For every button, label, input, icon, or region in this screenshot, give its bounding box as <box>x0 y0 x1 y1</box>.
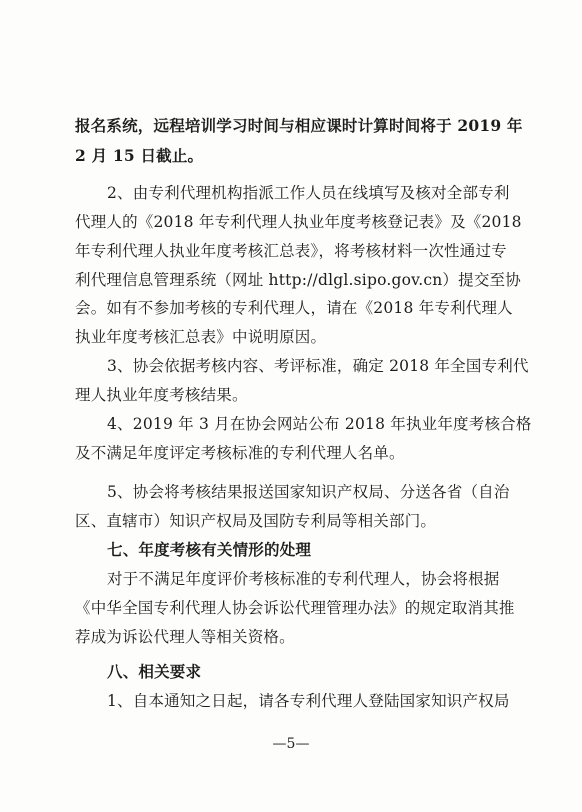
paragraph-line: 年专利代理人执业年度考核汇总表》，将考核材料一次性通过专 <box>75 242 507 260</box>
paragraph-line: 利代理信息管理系统（网址 http://dlgl.sipo.gov.cn）提交至协 <box>75 271 521 289</box>
paragraph-line: 报名系统，远程培训学习时间与相应课时计算时间将于 2019 年 <box>75 116 523 135</box>
paragraph-line: 《中华全国专利代理人协会诉讼代理管理办法》的规定取消其推 <box>75 599 515 617</box>
paragraph-line: 及不满足年度评定考核标准的专利代理人名单。 <box>75 444 405 462</box>
paragraph-line: 5、协会将考核结果报送国家知识产权局、分送各省（自治 <box>107 483 510 501</box>
paragraph-line: 代理人的《2018 年专利代理人执业年度考核登记表》及《2018 <box>75 213 522 231</box>
paragraph-line: 理人执业年度考核结果。 <box>75 386 248 404</box>
paragraph-line: 荐成为诉讼代理人等相关资格。 <box>75 628 295 646</box>
paragraph-line: 对于不满足年度评价考核标准的专利代理人，协会将根据 <box>107 570 500 588</box>
paragraph-line: 4、2019 年 3 月在协会网站公布 2018 年执业年度考核合格 <box>107 415 532 433</box>
paragraph-line: 3、协会依据考核内容、考评标准，确定 2018 年全国专利代 <box>107 357 529 375</box>
paragraph-line: 2、由专利代理机构指派工作人员在线填写及核对全部专利 <box>107 184 510 202</box>
paragraph-line: 2 月 15 日截止。 <box>75 146 204 165</box>
paragraph-line: 1、自本通知之日起，请各专利代理人登陆国家知识产权局 <box>107 692 510 710</box>
paragraph-line: 区、直辖市）知识产权局及国防专利局等相关部门。 <box>75 512 437 530</box>
page-number: —5— <box>272 736 310 752</box>
section-heading: 七、年度考核有关情形的处理 <box>107 540 312 559</box>
section-heading: 八、相关要求 <box>107 662 202 681</box>
paragraph-line: 执业年度考核汇总表》中说明原因。 <box>75 328 327 346</box>
paragraph-line: 会。如有不参加考核的专利代理人，请在《2018 年专利代理人 <box>75 299 513 317</box>
